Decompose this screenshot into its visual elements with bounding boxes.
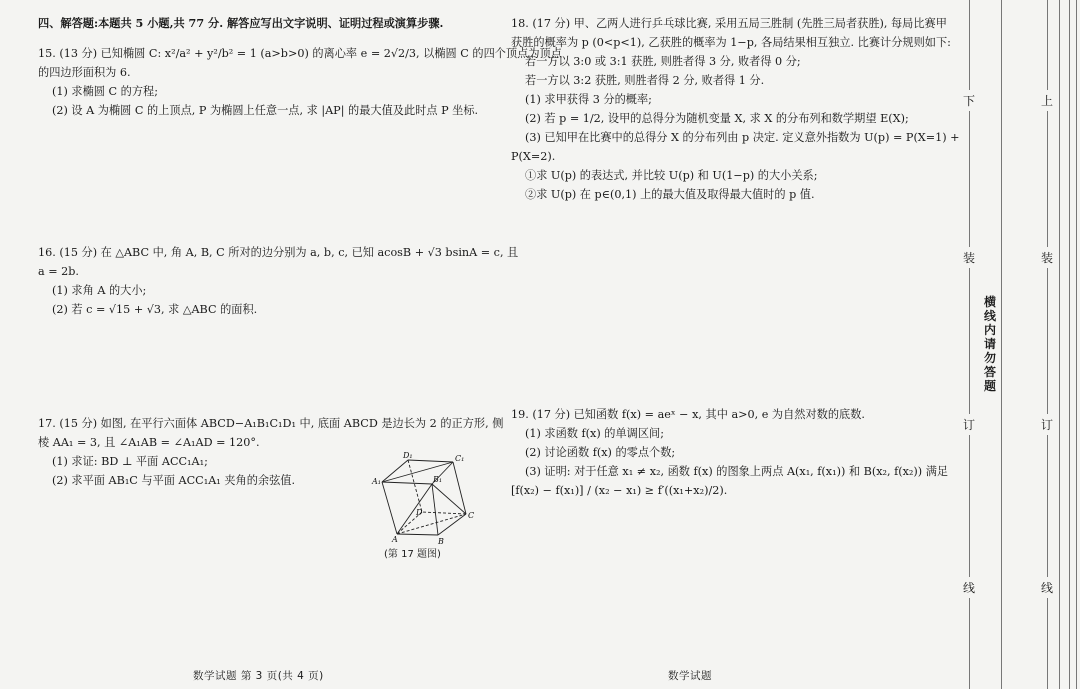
edge-c-d [422, 512, 466, 514]
mark-zhuang-right: 装 [1041, 247, 1053, 268]
mark-shang: 上 [1041, 90, 1053, 111]
label-d1: D₁ [403, 452, 413, 460]
q19-part2: (2) 讨论函数 f(x) 的零点个数; [525, 446, 676, 459]
binding-margin [955, 0, 1080, 689]
question-15 [38, 44, 562, 120]
edge-b1-a1 [382, 482, 432, 484]
q18-part3: (3) 已知甲在比赛中的总得分 X 的分布列由 p 决定. 定义意外指数为 U(p) = P(X=1) + [525, 131, 960, 144]
q18-part1: (1) 求甲获得 3 分的概率; [525, 93, 652, 106]
edge-d1-d [408, 460, 422, 512]
q19-part1: (1) 求函数 f(x) 的单调区间; [525, 427, 664, 440]
q19-line1: 19. (17 分) 已知函数 f(x) = aeˣ − x, 其中 a>0, e 为自然对数的底数. [511, 408, 865, 421]
q18-sub2: ②求 U(p) 在 p∈(0,1) 上的最大值及取得最大值时的 p 值. [525, 188, 815, 201]
mark-zhuang-left: 装 [963, 247, 975, 268]
binding-line-5 [1069, 0, 1070, 689]
mark-xian-right: 线 [1041, 577, 1053, 598]
q18-part2: (2) 若 p = 1/2, 设甲的总得分为随机变量 X, 求 X 的分布列和数学期望 E(X); [525, 112, 909, 125]
q18-sub1: ①求 U(p) 的表达式, 并比较 U(p) 和 U(1−p) 的大小关系; [525, 169, 818, 182]
edge-d1-c1 [408, 460, 453, 462]
q15-line1: 15. (13 分) 已知椭圆 C: x²/a² + y²/b² = 1 (a>b>0) 的离心率 e = 2√2/3, 以椭圆 C 的四个顶点为顶点 [38, 47, 562, 60]
q17-line1: 17. (15 分) 如图, 在平行六面体 ABCD−A₁B₁C₁D₁ 中, 底面 ABCD 是边长为 2 的正方形, 侧 [38, 417, 504, 430]
binding-line-2 [1001, 0, 1002, 689]
binding-line-4 [1059, 0, 1060, 689]
parallelepiped-figure [370, 452, 480, 552]
question-16 [38, 243, 519, 319]
label-a: A [392, 535, 398, 544]
binding-notice: 横线内请勿答题 [983, 295, 996, 393]
label-c: C [468, 511, 475, 520]
q17-part1: (1) 求证: BD ⊥ 平面 ACC₁A₁; [52, 455, 208, 468]
q18-rule2: 若一方以 3:2 获胜, 则胜者得 2 分, 败者得 1 分. [525, 74, 765, 87]
question-19 [511, 405, 951, 500]
section-header: 四、解答题:本题共 5 小题,共 77 分. 解答应写出文字说明、证明过程或演算步骤. [38, 16, 444, 30]
label-d: D [416, 508, 423, 517]
edge-a-b [397, 534, 438, 535]
q16-line1: 16. (15 分) 在 △ABC 中, 角 A, B, C 所对的边分别为 a, b, c, 已知 acosB + √3 bsinA = c, 且 [38, 246, 519, 259]
binding-line-6 [1076, 0, 1077, 689]
diag-b1-c [432, 484, 466, 514]
figure-caption: (第 17 题图) [384, 549, 441, 560]
q15-part1: (1) 求椭圆 C 的方程; [52, 85, 158, 98]
diag-a1-c1 [382, 462, 453, 482]
q15-line2: 的四边形面积为 6. [38, 66, 131, 79]
label-b: B [438, 537, 444, 546]
q17-part2: (2) 求平面 AB₁C 与平面 ACC₁A₁ 夹角的余弦值. [52, 474, 296, 487]
edge-b1-b [432, 484, 438, 535]
mark-ding-right: 订 [1041, 414, 1053, 435]
right-footer: 数学试题 [668, 670, 712, 682]
edge-a1-a [382, 482, 397, 534]
q19-part3-inequality: [f(x₂) − f(x₁)] / (x₂ − x₁) ≥ f′((x₁+x₂)/2). [511, 484, 728, 497]
q19-part3: (3) 证明: 对于任意 x₁ ≠ x₂, 函数 f(x) 的图象上两点 A(x₁, f(x₁)) 和 B(x₂, f(x₂)) 满足 [525, 465, 949, 478]
question-18 [511, 14, 960, 204]
q18-line2: 获胜的概率为 p (0<p<1), 乙获胜的概率为 1−p, 各局结果相互独立. 比赛计分规则如下: [511, 36, 951, 49]
q16-part2: (2) 若 c = √15 + √3, 求 △ABC 的面积. [52, 303, 258, 316]
mark-xian-left: 线 [963, 577, 975, 598]
diag-a-b1 [397, 484, 432, 534]
edge-b-c [438, 514, 466, 535]
q17-line2: 棱 AA₁ = 3, 且 ∠A₁AB = ∠A₁AD = 120°. [38, 436, 260, 449]
q16-line2: a = 2b. [38, 265, 79, 278]
q18-rule1: 若一方以 3:0 或 3:1 获胜, 则胜者得 3 分, 败者得 0 分; [525, 55, 801, 68]
q18-part3-cont: P(X=2). [511, 150, 556, 163]
edge-c1-c [453, 462, 466, 514]
mark-ding-left: 订 [963, 414, 975, 435]
label-a1: A₁ [372, 477, 381, 486]
q15-part2: (2) 设 A 为椭圆 C 的上顶点, P 为椭圆上任意一点, 求 |AP| 的最大值及此时点 P 坐标. [52, 104, 479, 117]
diag-a-c [397, 514, 466, 534]
left-footer: 数学试题 第 3 页(共 4 页) [193, 670, 324, 682]
label-b1: B₁ [433, 475, 443, 484]
label-c1: C₁ [455, 454, 465, 463]
q16-part1: (1) 求角 A 的大小; [52, 284, 147, 297]
mark-xia: 下 [963, 90, 975, 111]
q18-line1: 18. (17 分) 甲、乙两人进行乒乓球比赛, 采用五局三胜制 (先胜三局者获胜), 每局比赛甲 [511, 17, 947, 30]
